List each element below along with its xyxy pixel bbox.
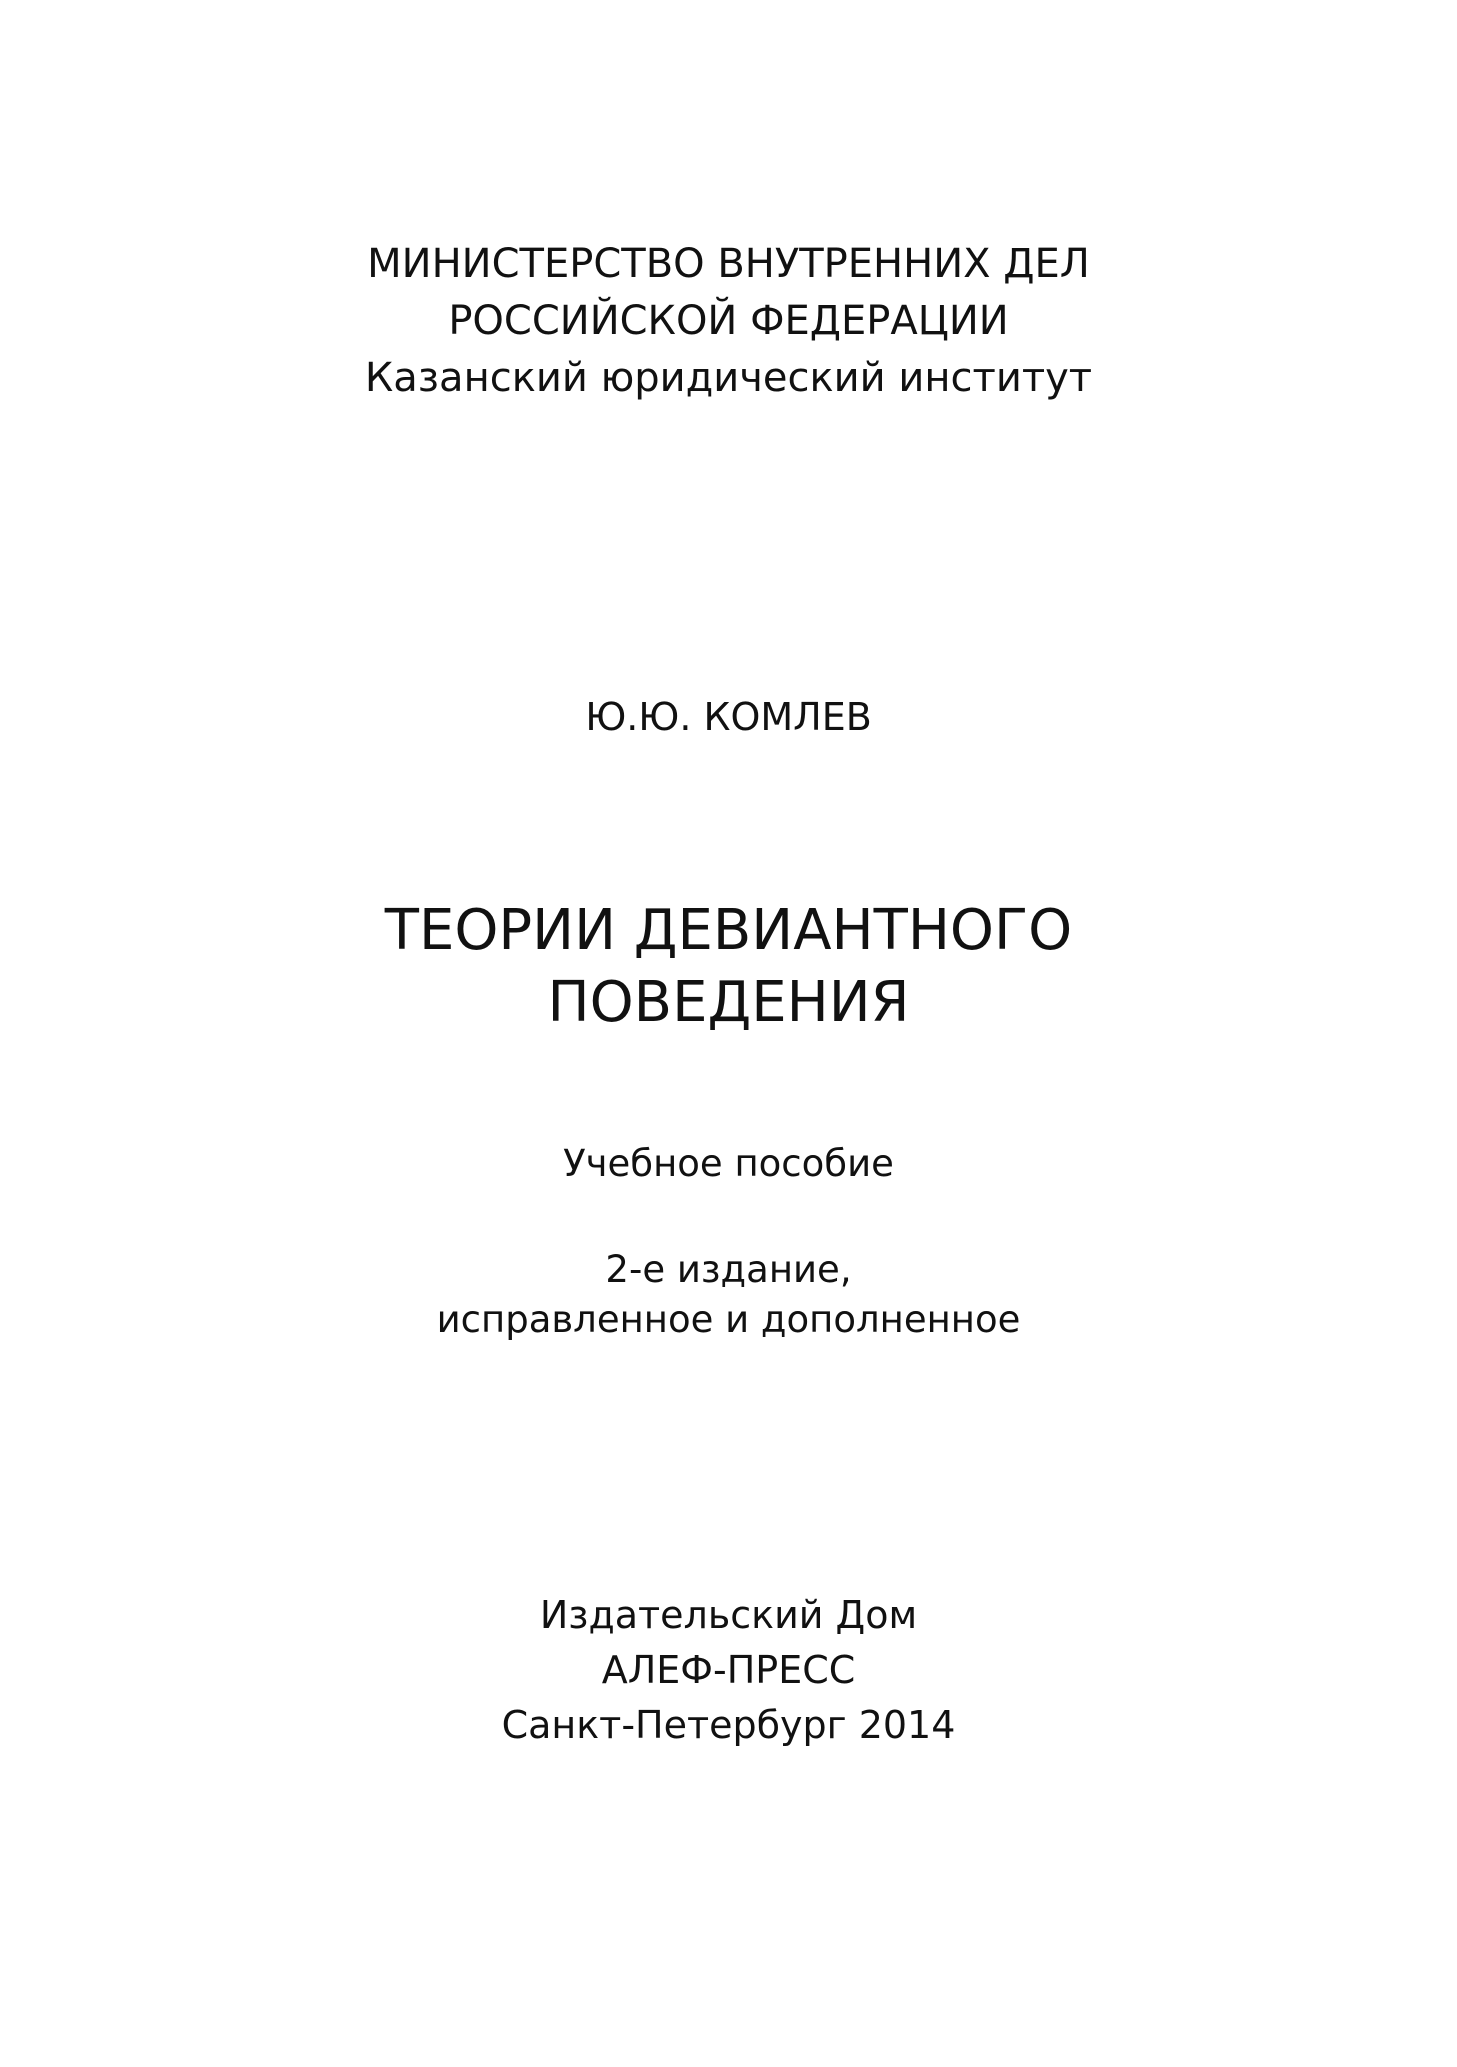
author-block — [0, 692, 1457, 742]
institution-block — [0, 236, 1457, 407]
edition-block — [0, 1245, 1457, 1345]
author-name: Ю.Ю. КОМЛЕВ — [585, 695, 872, 739]
institute-name: Казанский юридический институт — [364, 355, 1093, 401]
edition-note: исправленное и дополненное — [436, 1298, 1021, 1341]
publisher-name: АЛЕФ-ПРЕСС — [601, 1648, 856, 1692]
country-name: РОССИЙСКОЙ ФЕДЕРАЦИИ — [448, 298, 1009, 344]
ministry-name: МИНИСТЕРСТВО ВНУТРЕННИХ ДЕЛ — [367, 241, 1090, 287]
publisher-house: Издательский Дом — [539, 1593, 918, 1637]
publication-place-year: Санкт-Петербург 2014 — [501, 1703, 956, 1747]
edition-number: 2-е издание, — [605, 1248, 852, 1291]
book-type: Учебное пособие — [563, 1142, 894, 1185]
book-subtitle — [0, 1140, 1457, 1188]
book-title-line-1: ТЕОРИИ ДЕВИАНТНОГО — [384, 898, 1073, 963]
book-title-line-2: ПОВЕДЕНИЯ — [547, 970, 910, 1035]
book-title — [0, 895, 1457, 1039]
publisher-block — [0, 1588, 1457, 1753]
